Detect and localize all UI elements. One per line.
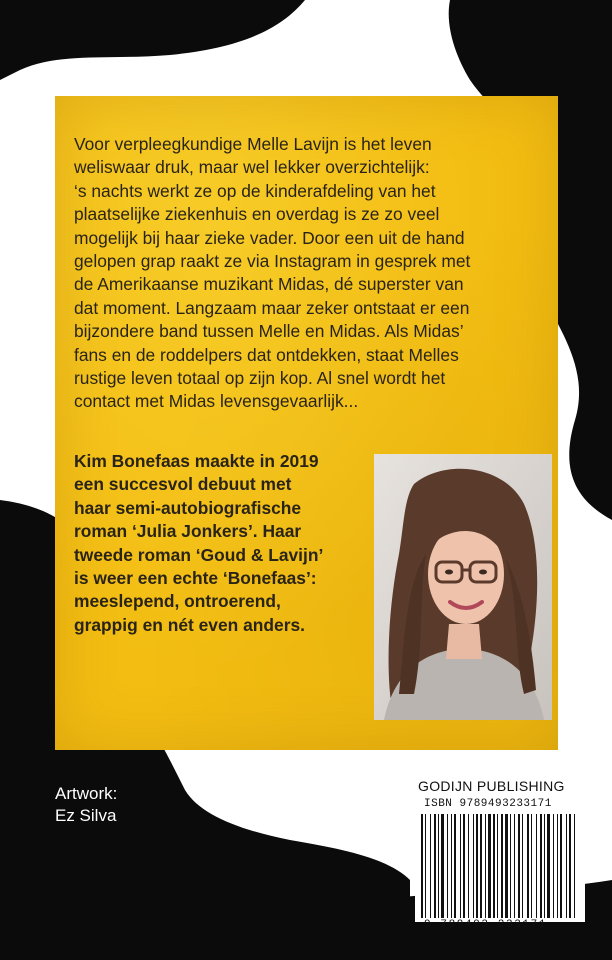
- artwork-credit: Artwork: Ez Silva: [55, 784, 118, 825]
- publisher-name: GODIJN PUBLISHING: [418, 778, 565, 794]
- isbn-label-top: ISBN 9789493233171: [424, 798, 552, 810]
- barcode: [415, 812, 585, 922]
- book-blurb: Voor verpleegkundige Melle Lavijn is het leven weliswaar druk, maar wel lekker overzichtelijk: ‘s nachts werkt ze op de kinderafdeling van het plaatselijke ziekenhuis en overdag is ze zo veel mogelijk bij haar zieke vader. Door een uit de hand gelopen grap raakt ze via Instagram in gesprek met de Amerikaanse muzikant Midas, dé superster van dat moment. Langzaam maar zeker ontstaat er een bijzondere band tussen Melle en Midas. Als Midas’ fans en de roddelpers dat ontdekken, staat Melles rustige leven totaal op zijn kop. Al snel wordt het contact met Midas levensgevaarlijk...: [74, 134, 471, 412]
- author-bio: Kim Bonefaas maakte in 2019 een succesvol debuut met haar semi-autobiografische roman ‘Julia Jonkers’. Haar tweede roman ‘Goud & Lavijn’ is weer een echte ‘Bonefaas’: meeslepend, ontroerend, grappig en nét even anders.: [74, 451, 324, 635]
- isbn-label-bottom: 9 789493 233171: [424, 919, 548, 931]
- author-photo: [374, 454, 552, 720]
